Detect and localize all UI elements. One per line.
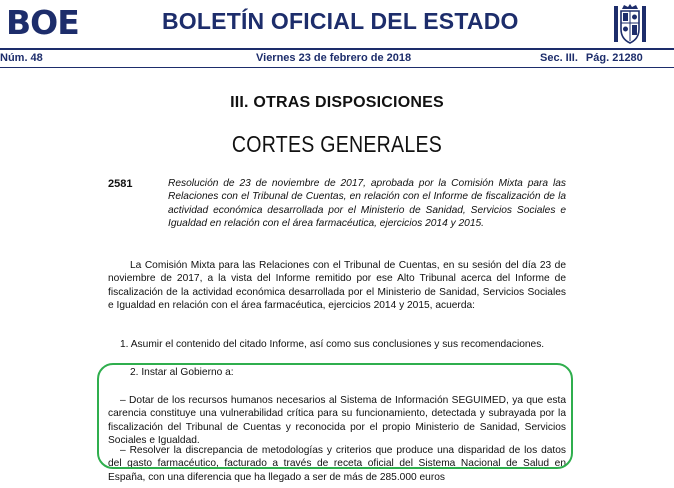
section-heading: III. OTRAS DISPOSICIONES: [230, 94, 444, 111]
masthead-title: BOLETÍN OFICIAL DEL ESTADO: [162, 8, 519, 34]
reference-number: 2581: [108, 178, 133, 190]
body-paragraph: La Comisión Mixta para las Relaciones con el Tribunal de Cuentas, en su sesión del día 23 de noviembre de 2017, a la vista del Informe remitido por ese Alto Tribunal acerca del Informe de fiscalización de la actividad económica desarrollada por el Ministerio de Sanidad, Servicios Sociales e Igualdad en relación con el área farmacéutica, ejercicios 2014 y 2015, acuerda:: [108, 260, 566, 312]
section-label: Sec. III.: [540, 52, 578, 64]
resolution-summary: Resolución de 23 de noviembre de 2017, aprobada por la Comisión Mixta para las Relaciones con el Tribunal de Cuentas, en relación con el Informe de fiscalización de la actividad económica desarrollada por el Ministerio de Sanidad, Servicios Sociales e Igualdad en relación con el área farmacéutica, ejercicios 2014 y 2015.: [168, 178, 566, 229]
body-paragraph: 1. Asumir el contenido del citado Informe, así como sus conclusiones y sus recomendaciones.: [120, 339, 545, 350]
meta-divider: [0, 67, 674, 68]
boe-logo-text: BOE: [6, 3, 79, 42]
issue-number: Núm. 48: [0, 52, 43, 64]
body-paragraph: 2. Instar al Gobierno a:: [130, 367, 234, 378]
body-paragraph: – Resolver la discrepancia de metodologías y criterios que produce una disparidad de los datos del gasto farmacéutico, facturado a través de receta oficial del Sistema Nacional de Salud en España, con una diferencia que ha llegado a ser de más de 285.000 euros: [108, 445, 566, 483]
header-divider: [0, 48, 674, 50]
section-page-info: [540, 52, 643, 64]
page-label: Pág. 21280: [585, 52, 643, 64]
issue-date: Viernes 23 de febrero de 2018: [256, 52, 412, 64]
body-paragraph: – Dotar de los recursos humanos necesarios al Sistema de Información SEGUIMED, ya que esta carencia constituye una vulnerabilidad crítica para su funcionamiento, detectada y subrayada por la fiscalización del Tribunal de Cuentas y reconocida por el propio Ministerio de Sanidad, Servicios Sociales e Igualdad.: [108, 395, 566, 447]
organization-heading: CORTES GENERALES: [231, 131, 443, 157]
boe-logo: [6, 3, 128, 42]
coat-of-arms-icon: [610, 3, 650, 46]
